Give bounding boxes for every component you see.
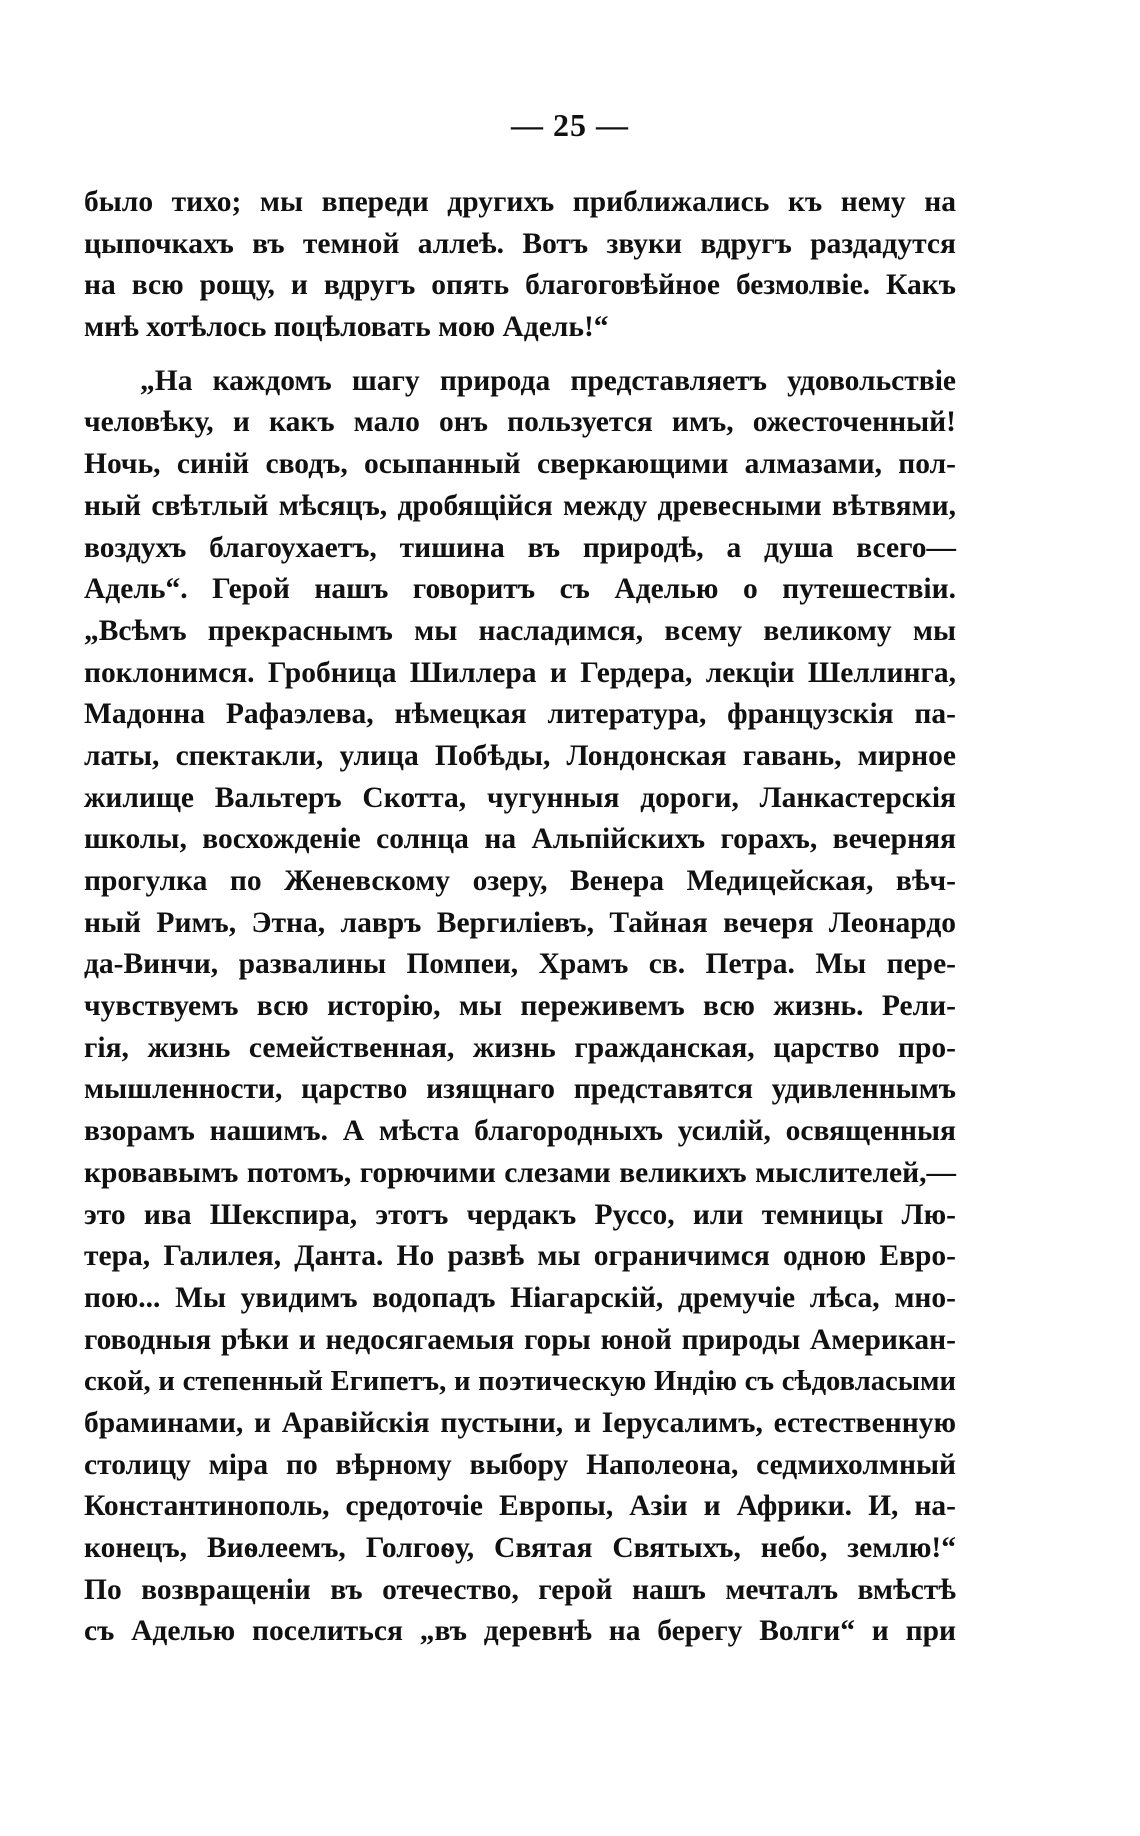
paragraph-1	[84, 182, 956, 349]
text-line: человѣку, и какъ мало онъ пользуется имъ, ожесточенный!	[84, 406, 956, 439]
text-line: По возвращеніи въ отечество, герой нашъ мечталъ вмѣстѣ	[84, 1573, 956, 1606]
text-line: „Всѣмъ прекраснымъ мы насладимся, всему великому мы	[84, 614, 956, 647]
text-line: гія, жизнь семейственная, жизнь гражданская, царство про-	[84, 1031, 956, 1064]
text-line: цыпочкахъ въ темной аллеѣ. Вотъ звуки вдругъ раздадутся	[84, 227, 956, 260]
text-line: воздухъ благоухаетъ, тишина въ природѣ, а душа всего—	[84, 531, 956, 564]
text-line: поклонимся. Гробница Шиллера и Гердера, лекціи Шеллинга,	[84, 656, 956, 689]
text-line: „На каждомъ шагу природа представляетъ удовольствіе	[140, 364, 956, 397]
text-line: Адель“. Герой нашъ говоритъ съ Аделью о путешествіи.	[84, 573, 956, 606]
paragraph-2	[84, 361, 956, 1653]
text-line: да-Винчи, развалины Помпеи, Храмъ св. Петра. Мы пере-	[84, 948, 956, 981]
text-line: чувствуемъ всю исторію, мы переживемъ всю жизнь. Рели-	[84, 990, 956, 1023]
text-line: прогулка по Женевскому озеру, Венера Медицейская, вѣч-	[84, 865, 956, 897]
text-line: это ива Шекспира, этотъ чердакъ Руссо, или темницы Лю-	[84, 1198, 956, 1231]
text-line: мнѣ хотѣлось поцѣловать мою Адель!“	[84, 311, 609, 344]
text-line: столицу міра по вѣрному выбору Наполеона, седмихолмный	[84, 1448, 956, 1481]
text-line: ской, и степенный Египетъ, и поэтическую Индію съ сѣдовласыми	[84, 1366, 956, 1398]
text-line: Ночь, синій сводъ, осыпанный сверкающими алмазами, пол-	[84, 448, 956, 481]
text-line: тера, Галилея, Данта. Но развѣ мы ограничимся одною Евро-	[84, 1240, 956, 1273]
text-line: было тихо; мы впереди другихъ приближались къ нему на	[84, 186, 956, 218]
page-number: — 25 —	[511, 107, 629, 143]
body-text	[84, 182, 956, 1653]
text-line: на всю рощу, и вдругъ опять благоговѣйное безмолвіе. Какъ	[84, 269, 956, 302]
text-line: конецъ, Виѳлеемъ, Голгоѳу, Святая Святыхъ, небо, землю!“	[84, 1532, 956, 1564]
text-line: ный свѣтлый мѣсяцъ, дробящійся между древесными вѣтвями,	[84, 489, 956, 522]
text-line: говодныя рѣки и недосягаемыя горы юной природы Американ-	[84, 1323, 956, 1356]
text-line: жилище Вальтеръ Скотта, чугунныя дороги, Ланкастерскія	[84, 781, 956, 814]
text-line: Мадонна Рафаэлева, нѣмецкая литература, французскія па-	[84, 698, 956, 731]
text-line: кровавымъ потомъ, горючими слезами великихъ мыслителей,—	[84, 1156, 956, 1189]
text-line: браминами, и Аравійскія пустыни, и Іерусалимъ, естественную	[84, 1406, 956, 1439]
text-line: латы, спектакли, улица Побѣды, Лондонская гавань, мирное	[84, 739, 956, 772]
text-line: Константинополь, средоточіе Европы, Азіи и Африки. И, на-	[84, 1490, 956, 1523]
paragraph-gap	[84, 349, 956, 361]
text-line: съ Аделью поселиться „въ деревнѣ на берегу Волги“ и при	[84, 1615, 956, 1648]
text-line: ный Римъ, Этна, лавръ Вергиліевъ, Тайная вечеря Леонардо	[84, 906, 956, 939]
text-line: взорамъ нашимъ. А мѣста благородныхъ усилій, освященныя	[84, 1115, 956, 1148]
text-line: школы, восхожденіе солнца на Альпійскихъ горахъ, вечерняя	[84, 823, 956, 856]
text-line: мышленности, царство изящнаго представятся удивленнымъ	[84, 1073, 956, 1106]
text-line: пою... Мы увидимъ водопадъ Ніагарскій, дремучіе лѣса, мно-	[84, 1281, 956, 1314]
